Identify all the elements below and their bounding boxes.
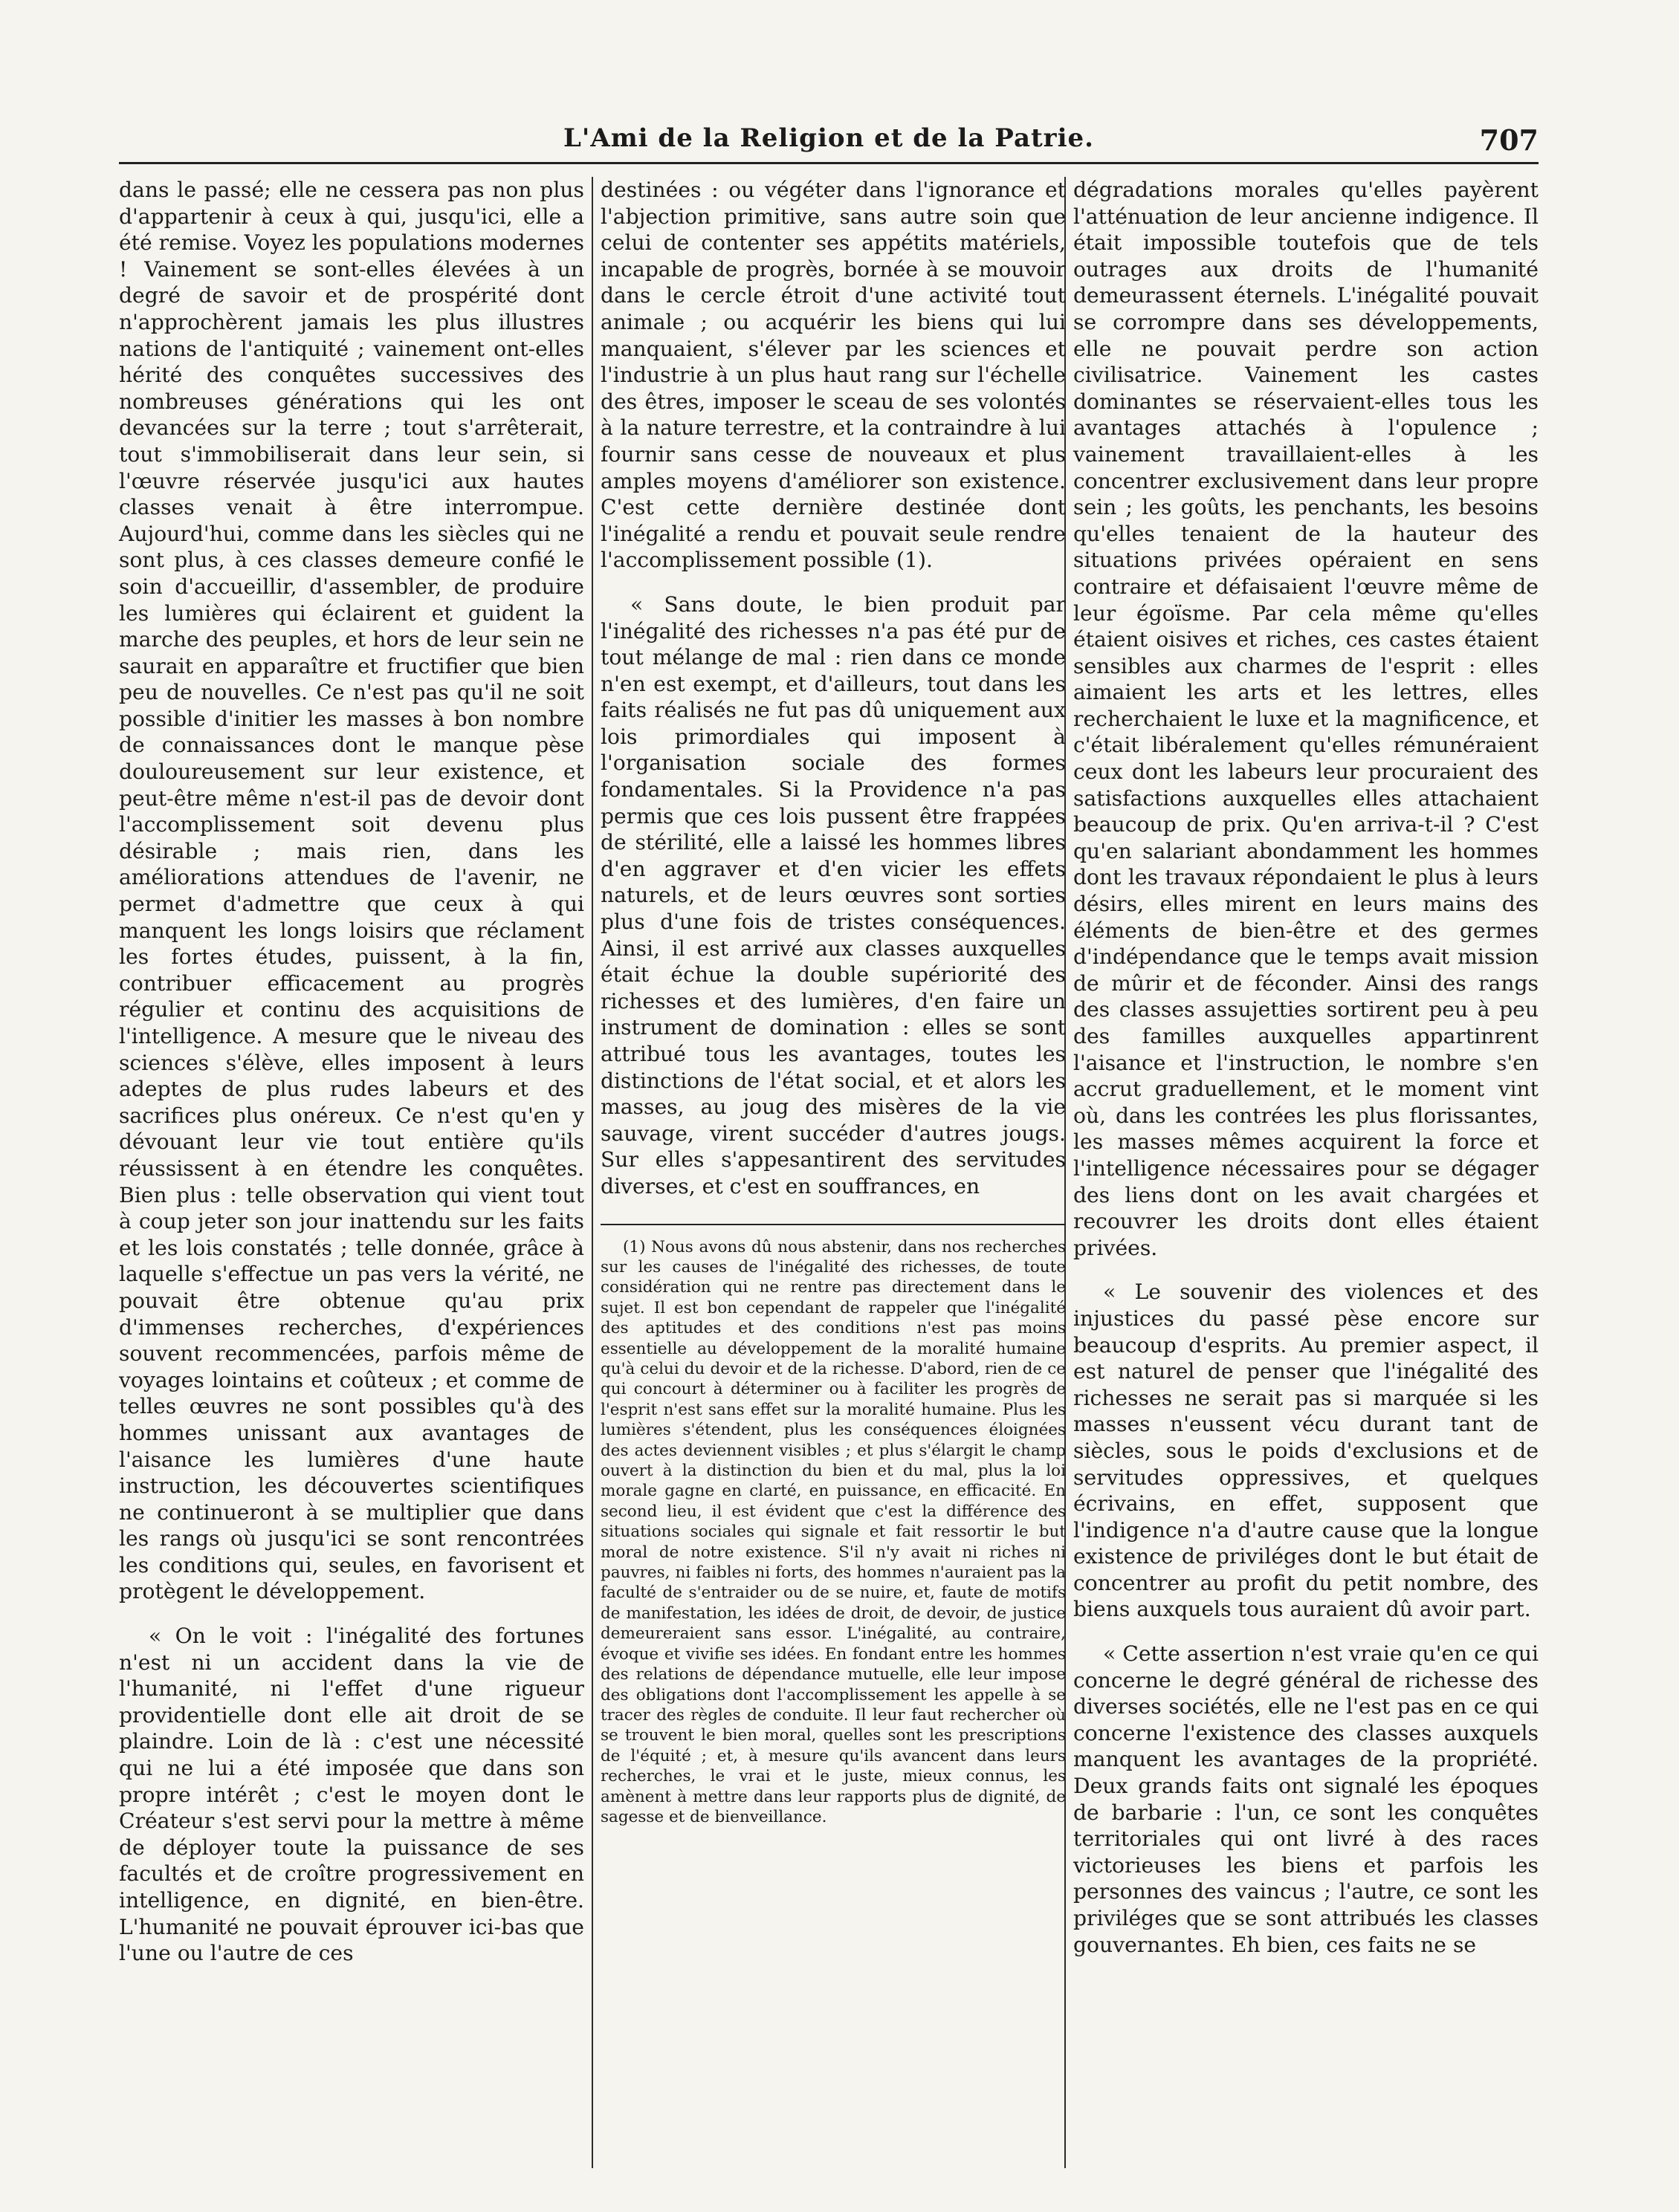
running-title: L'Ami de la Religion et de la Patrie.	[563, 123, 1094, 153]
column-divider	[592, 177, 593, 2168]
footnote	[601, 1237, 1066, 1828]
paragraph: dans le passé; elle ne cessera pas non plus d'appartenir à ceux à qui, jusqu'ici, elle a été remise. Voyez les populations modernes ! Vainement se sont-elles élevées à un degré de savoir et de prospérité dont n'approchèrent jamais les plus illustres nations de l'antiquité ; vainement ont-elles hérité des conquêtes successives des nombreuses générations qui les ont devancées sur la terre ; tout s'arrêterait, tout s'immobiliserait dans leur sein, si l'œuvre réservée jusqu'ici aux hautes classes venait à être interrompue. Aujourd'hui, comme dans les siècles qui ne sont plus, à ces classes demeure confié le soin d'accueillir, d'assembler, de produire les lumières qui éclairent et guident la marche des peuples, et hors de leur sein ne saurait en apparaître et fructifier que bien peu de nouvelles. Ce n'est pas qu'il ne soit possible d'initier les masses à bon nombre de connaissances dont le manque pèse douloureusement sur leur existence, et peut-être même n'est-il pas de devoir dont l'accomplissement soit devenu plus désirable ; mais rien, dans les améliorations attendues de l'avenir, ne permet d'admettre que ceux à qui manquent les longs loisirs que réclament les fortes études, puissent, à la fin, contribuer efficacement au progrès régulier et continu des acquisitions de l'intelligence. A mesure que le niveau des sciences s'élève, elles imposent à leurs adeptes de plus rudes labeurs et des sacrifices plus onéreux. Ce n'est qu'en y dévouant leur vie tout entière qu'ils réussissent à en étendre les conquêtes. Bien plus : telle observation qui vient tout à coup jeter son jour inattendu sur les faits et les lois constatés ; telle donnée, grâce à laquelle s'effectue un pas vers la vérité, ne pouvait être obtenue qu'au prix d'immenses recherches, d'expériences souvent recommencées, parfois même de voyages lointains et coûteux ; et comme de telles œuvres ne sont possibles qu'à des hommes unissant aux avantages de l'aisance les lumières d'une haute instruction, les découvertes scientifiques ne continueront à se multiplier que dans les rangs où jusqu'ici se sont rencontrées les conditions qui, seules, en favorisent et protègent le développement.	[119, 178, 585, 1604]
text-column-2	[601, 177, 1066, 1827]
paragraph: « Sans doute, le bien produit par l'inégalité des richesses n'a pas été pur de tout mélange de mal : rien dans ce monde n'en est exempt, et d'ailleurs, tout dans les faits réalisés ne fut pas dû uniquement aux lois primordiales qui imposent à l'organisation sociale des formes fondamentales. Si la Providence n'a pas permis que ces lois pussent être frappées de stérilité, elle a laissé les hommes libres d'en aggraver et d'en vicier les effets naturels, et de leurs œuvres sont sorties plus d'une fois de tristes conséquences. Ainsi, il est arrivé aux classes auxquelles était échue la double supériorité des richesses et des lumières, d'en faire un instrument de domination : elles se sont attribué tous les avantages, toutes les distinctions de l'état social, et et alors les masses, au joug des misères de la vie sauvage, virent succéder d'autres jougs. Sur elles s'appesantirent des servitudes diverses, et c'est en souffrances, en	[601, 591, 1066, 1199]
running-header	[119, 120, 1539, 164]
paragraph: destinées : ou végéter dans l'ignorance et l'abjection primitive, sans autre soin que celui de contenter ses appétits matériels, incapable de progrès, bornée à se mouvoir dans le cercle étroit d'une activité tout animale ; ou acquérir les biens qui lui manquaient, s'élever par les sciences et l'industrie à un plus haut rang sur l'échelle des êtres, imposer le sceau de ses volontés à la nature terrestre, et la contraindre à lui fournir sans cesse de nouveaux et plus amples moyens d'améliorer son existence. C'est cette dernière destinée dont l'inégalité a rendu et pouvait seule rendre l'accomplissement possible (1).	[601, 178, 1066, 573]
paragraph: « Cette assertion n'est vraie qu'en ce qui concerne le degré général de richesse des diverses sociétés, elle ne l'est pas en ce qui concerne l'existence des classes auxquels manquent les avantages de la propriété. Deux grands faits ont signalé les époques de barbarie : l'un, ce sont les conquêtes territoriales qui ont livré à des races victorieuses les biens et parfois les personnes des vaincus ; l'autre, ce sont les priviléges que se sont attribués les classes gouvernantes. Eh bien, ces faits ne se	[1073, 1641, 1539, 1957]
paragraph: « Le souvenir des violences et des injustices du passé pèse encore sur beaucoup d'esprits. Au premier aspect, il est naturel de penser que l'inégalité des richesses ne serait pas si marquée si les masses n'eussent vécu durant tant de siècles, sous le poids d'exclusions et de servitudes oppressives, et quelques écrivains, en effet, supposent que l'indigence n'a d'autre cause que la longue existence de priviléges dont le but était de concentrer au profit du petit nombre, des biens auxquels tous auraient dû avoir part.	[1073, 1279, 1539, 1622]
footnote-separator	[601, 1224, 1066, 1225]
text-column-3	[1073, 177, 1539, 1976]
text-column-1	[119, 177, 584, 1985]
footnote-text: (1) Nous avons dû nous abstenir, dans nos recherches sur les causes de l'inégalité des richesses, de toute considération qui ne rentre pas directement dans le sujet. Il est bon cependant de rappeler que l'inégalité des aptitudes et des conditions n'est pas moins essentielle au développement de la moralité humaine qu'à celui du devoir et de la richesse. D'abord, rien de ce qui concourt à déterminer ou à faciliter les progrès de l'esprit n'est sans effet sur la moralité humaine. Plus les lumières s'étendent, plus les conséquences éloignées des actes deviennent visibles ; et plus s'élargit le champ ouvert à la distinction du bien et du mal, plus la loi morale gagne en clarté, en puissance, en efficacité. En second lieu, il est évident que c'est la différence des situations sociales qui signale et fait ressortir le but moral de notre existence. S'il n'y avait ni riches ni pauvres, ni faibles ni forts, des hommes n'auraient pas la faculté de s'entraider ou de se nuire, et, faute de motifs de manifestation, les idées de droit, de devoir, de justice demeureraient sans essor. L'inégalité, au contraire, évoque et vivifie ses idées. En fondant entre les hommes des relations de dépendance mutuelle, elle leur impose des obligations dont l'accomplissement les appelle à se tracer des règles de conduite. Il leur faut rechercher où se trouvent le bien moral, quelles sont les prescriptions de l'équité ; et, à mesure qu'ils avancent dans leurs recherches, le vrai et le juste, mieux connus, les amènent à mettre dans leur rapports plus de dignité, de sagesse et de bienveillance.	[601, 1237, 1066, 1826]
paragraph: « On le voit : l'inégalité des fortunes n'est ni un accident dans la vie de l'humanité, ni l'effet d'une rigueur providentielle dont elle ait droit de se plaindre. Loin de là : c'est une nécessité qui ne lui a été imposée que dans son propre intérêt ; c'est le moyen dont le Créateur s'est servi pour la mettre à même de déployer toute la puissance de ses facultés et de croître progressivement en intelligence, en dignité, en bien-être. L'humanité ne pouvait éprouver ici-bas que l'une ou l'autre de ces	[119, 1624, 584, 1966]
page-number: 707	[1479, 123, 1539, 157]
paragraph: dégradations morales qu'elles payèrent l'atténuation de leur ancienne indigence. Il était impossible toutefois que de tels outrages aux droits de l'humanité demeurassent éternels. L'inégalité pouvait se corrompre dans ses développements, elle ne pouvait perdre son action civilisatrice. Vainement les castes dominantes se réservaient-elles tous les avantages attachés à l'opulence ; vainement travaillaient-elles à les concentrer exclusivement dans leur propre sein ; les goûts, les penchants, les besoins qu'elles tenaient de la hauteur des situations privées opéraient en sens contraire et défaisaient l'œuvre même de leur égoïsme. Par cela même qu'elles étaient oisives et riches, ces castes étaient sensibles aux charmes de l'esprit : elles aimaient les arts et les lettres, elles recherchaient le luxe et la magnificence, et c'était libéralement qu'elles rémunéraient ceux dont les labeurs leur procuraient des satisfactions auxquelles elles attachaient beaucoup de prix. Qu'en arriva-t-il ? C'est qu'en salariant abondamment les hommes dont les travaux répondaient le plus à leurs désirs, elles mirent en leurs mains des éléments de bien-être et des germes d'indépendance que le temps avait mission de mûrir et de féconder. Ainsi des rangs des classes assujetties sortirent peu à peu des familles auxquelles appartinrent l'aisance et l'instruction, le nombre s'en accrut graduellement, et le moment vint où, dans les contrées les plus florissantes, les masses mêmes acquirent la force et l'intelligence nécessaires pour se dégager des liens dont on les avait chargées et recouvrer les droits dont elles étaient privées.	[1073, 178, 1539, 1260]
